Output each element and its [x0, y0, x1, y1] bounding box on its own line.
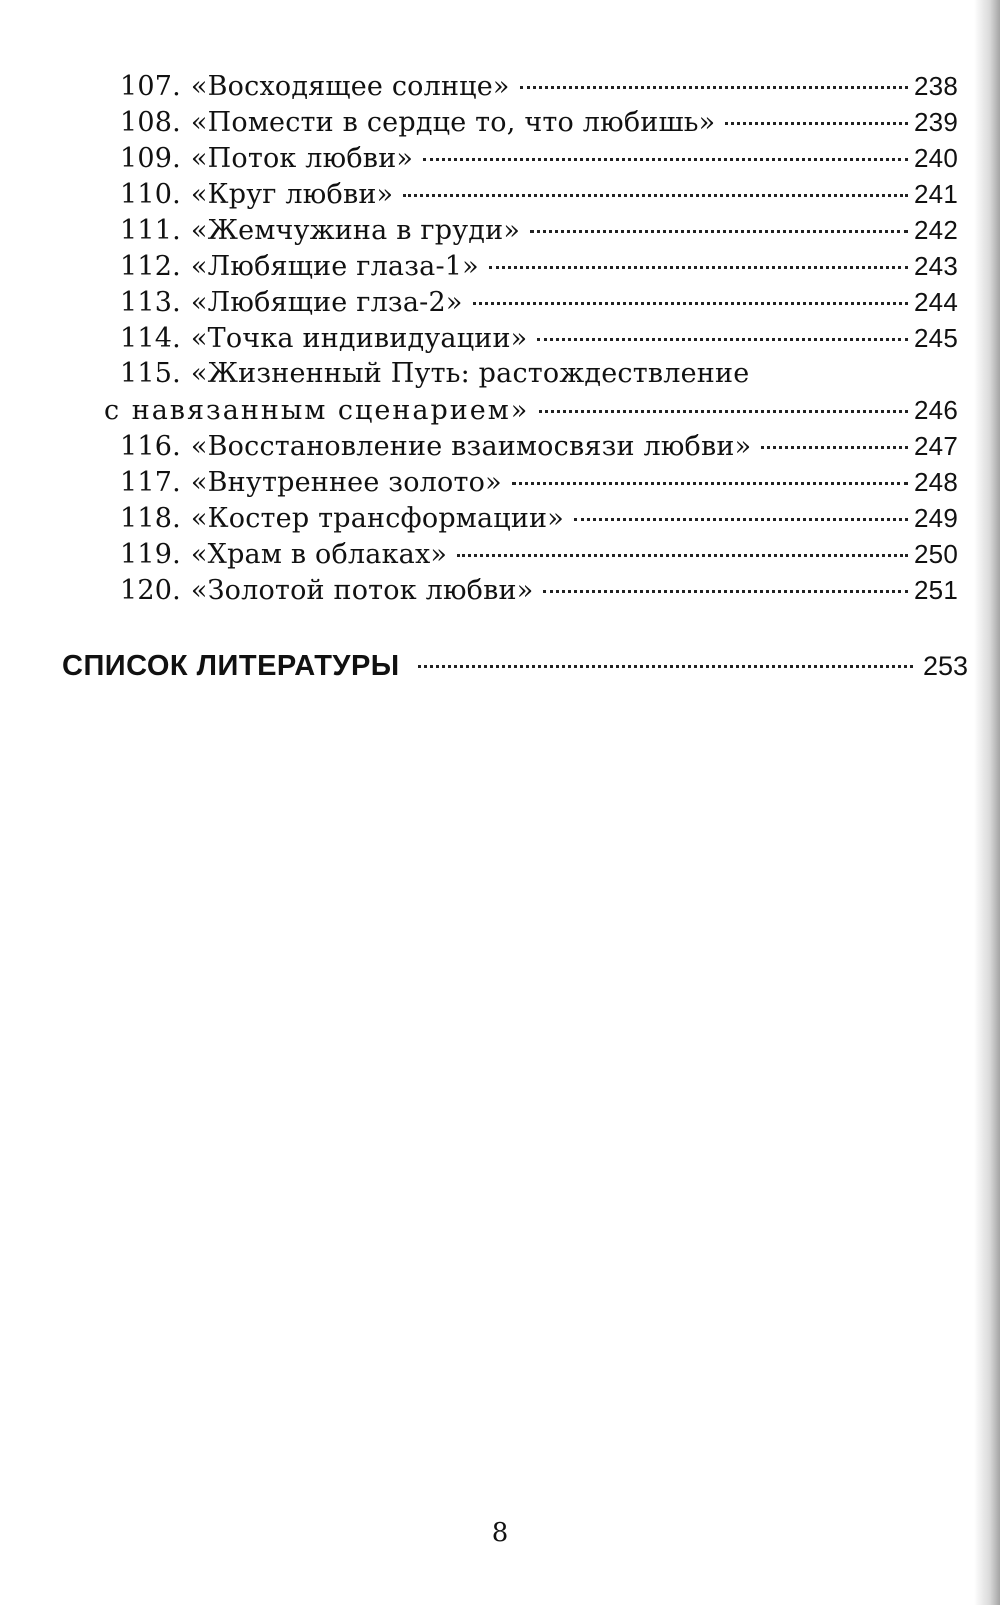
toc-entry-page: 242: [914, 215, 958, 245]
toc-entry-page: 248: [914, 467, 958, 497]
toc-entry: [120, 248, 958, 284]
toc-entry-number: 112.: [120, 251, 181, 282]
toc-entry-title: «Поток любви»: [190, 143, 414, 174]
toc-entry: [120, 212, 958, 248]
dot-leader: [473, 301, 908, 305]
page-edge-shadow: [974, 0, 1000, 1605]
toc-entry: [120, 320, 958, 356]
dot-leader: [418, 665, 913, 668]
toc-entry: [120, 428, 958, 464]
toc-entry-title: «Жемчужина в груди»: [190, 215, 521, 246]
toc-entry-number: 110.: [120, 179, 181, 210]
toc-entry-number: 109.: [120, 143, 181, 174]
toc-entry: [120, 536, 958, 572]
toc-entry-page: 250: [914, 539, 958, 569]
toc-entry-number: 116.: [120, 431, 181, 462]
toc-entry: [120, 104, 958, 140]
dot-leader: [403, 193, 908, 197]
dot-leader: [530, 229, 908, 233]
toc-entry-number: 113.: [120, 287, 181, 318]
toc-entry-number: 118.: [120, 503, 181, 534]
toc-entry: [120, 464, 958, 500]
dot-leader: [574, 517, 908, 521]
dot-leader: [539, 409, 908, 413]
dot-leader: [537, 337, 908, 341]
dot-leader: [423, 157, 908, 161]
bibliography-entry: [62, 646, 968, 686]
toc-entry: [120, 356, 958, 392]
dot-leader: [512, 481, 908, 485]
toc-entry-page: 238: [914, 71, 958, 101]
toc-entry-title: «Золотой поток любви»: [190, 575, 534, 606]
toc-entry-number: 111.: [120, 215, 181, 246]
toc-entry-number: 119.: [120, 539, 181, 570]
toc-entry: [120, 176, 958, 212]
toc-entry: [120, 68, 958, 104]
toc-entry-page: 240: [914, 143, 958, 173]
toc-entry-title: «Помести в сердце то, что любишь»: [190, 107, 716, 138]
toc-entry-title: «Любящие глаза-1»: [190, 251, 479, 282]
page-number: 8: [491, 1518, 509, 1548]
toc-entry-page: 241: [914, 179, 958, 209]
toc-entry-title: «Восходящее солнце»: [190, 71, 510, 102]
toc-entry-number: 107.: [120, 71, 181, 102]
bibliography-title: СПИСОК ЛИТЕРАТУРЫ: [62, 650, 400, 682]
toc-entry: [120, 140, 958, 176]
toc-entry-title: «Внутреннее золото»: [190, 467, 502, 498]
toc-entry-number: 117.: [120, 467, 181, 498]
toc-entry-page: 244: [914, 287, 958, 317]
dot-leader: [543, 589, 908, 593]
toc-entry-title: «Любящие глза-2»: [190, 287, 463, 318]
toc-entry-page: 246: [914, 395, 958, 425]
dot-leader: [489, 265, 908, 269]
toc-entry-title-line2: с навязанным сценарием»: [104, 395, 530, 426]
toc-entry-page: 247: [914, 431, 958, 461]
toc-entry-title: «Храм в облаках»: [190, 539, 448, 570]
toc-entry-number: 115.: [120, 358, 181, 389]
toc-entry-page: 249: [914, 503, 958, 533]
toc-entry-number: 114.: [120, 323, 181, 354]
toc-entry: [120, 284, 958, 320]
toc-entry-title: «Восстановление взаимосвязи любви»: [190, 431, 752, 462]
dot-leader: [457, 553, 908, 557]
toc-entry-page: 243: [914, 251, 958, 281]
toc-entry-title: «Жизненный Путь: растождествление: [190, 358, 750, 389]
dot-leader: [725, 121, 908, 125]
toc-entry-page: 239: [914, 107, 958, 137]
toc-entry: [120, 500, 958, 536]
toc-entry: [120, 572, 958, 608]
toc-entry-number: 108.: [120, 107, 181, 138]
table-of-contents: [104, 68, 958, 608]
toc-entry-title: «Точка индивидуации»: [190, 323, 528, 354]
toc-entry-continuation: [104, 392, 958, 428]
toc-entry-title: «Круг любви»: [190, 179, 394, 210]
toc-entry-page: 245: [914, 323, 958, 353]
toc-entry-title: «Костер трансформации»: [190, 503, 564, 534]
toc-entry-number: 120.: [120, 575, 181, 606]
dot-leader: [520, 85, 908, 89]
toc-entry-page: 251: [914, 575, 958, 605]
bibliography-page: 253: [922, 651, 968, 681]
dot-leader: [761, 445, 908, 449]
